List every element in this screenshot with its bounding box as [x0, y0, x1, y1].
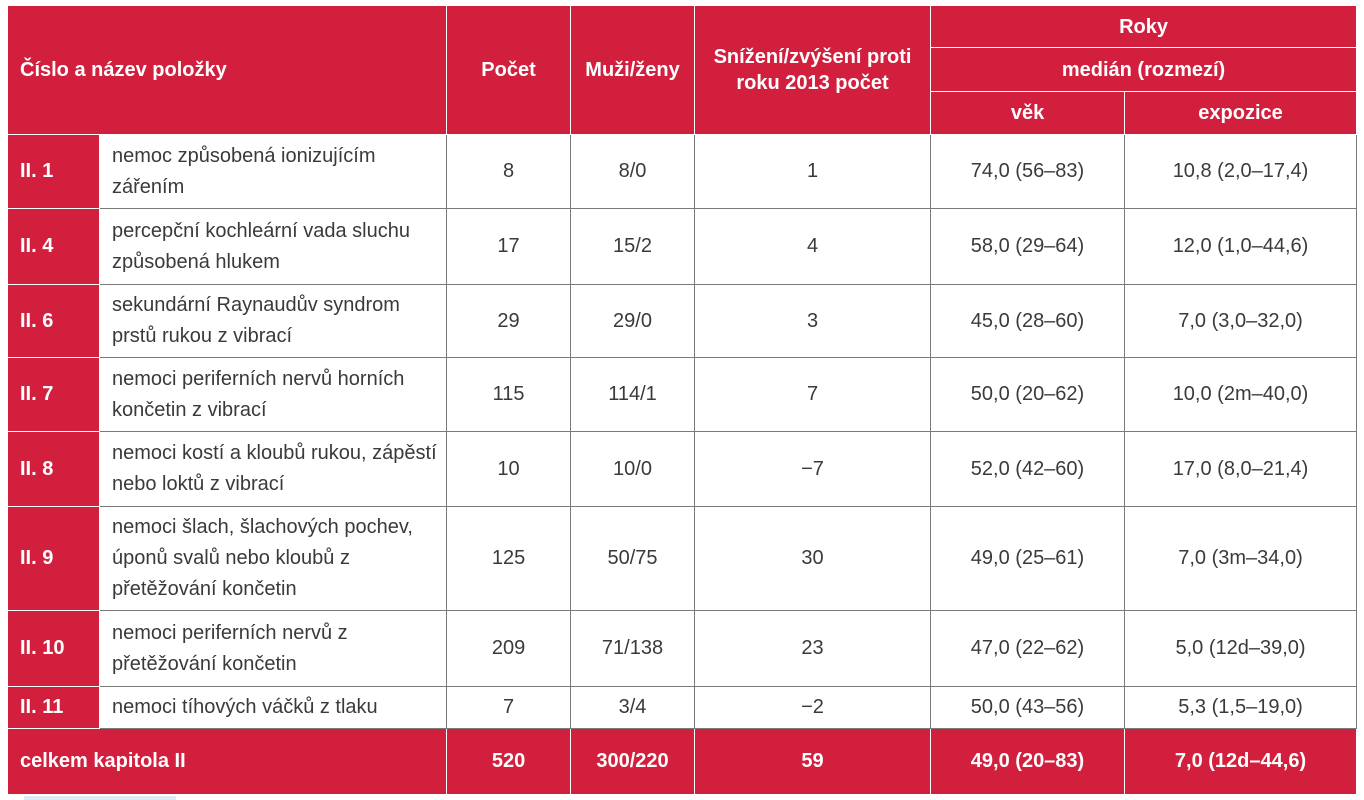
row-name: nemoci šlach, šlachových pochev, úponů svalů nebo kloubů z přetěžování končetin [100, 507, 447, 611]
header-count: Počet [447, 6, 571, 135]
table-row [8, 432, 1357, 507]
row-count: 10 [447, 432, 571, 507]
header-age: věk [931, 92, 1125, 135]
row-count: 209 [447, 611, 571, 687]
row-age: 50,0 (43–56) [931, 687, 1125, 729]
header-years: Roky [931, 6, 1357, 48]
table-row [8, 611, 1357, 687]
row-exposure: 7,0 (3m–34,0) [1125, 507, 1357, 611]
row-count: 29 [447, 285, 571, 358]
row-change: −7 [695, 432, 931, 507]
total-change: 59 [695, 729, 931, 795]
row-change: 3 [695, 285, 931, 358]
row-change: 4 [695, 209, 931, 285]
row-exposure: 17,0 (8,0–21,4) [1125, 432, 1357, 507]
row-code: II. 11 [8, 687, 100, 729]
table-header [8, 6, 1357, 135]
header-men-women: Muži/ženy [571, 6, 695, 135]
row-men-women: 15/2 [571, 209, 695, 285]
row-code: II. 6 [8, 285, 100, 358]
row-men-women: 29/0 [571, 285, 695, 358]
table-row [8, 285, 1357, 358]
row-age: 74,0 (56–83) [931, 135, 1125, 209]
row-exposure: 7,0 (3,0–32,0) [1125, 285, 1357, 358]
row-age: 58,0 (29–64) [931, 209, 1125, 285]
table-row [8, 135, 1357, 209]
row-exposure: 12,0 (1,0–44,6) [1125, 209, 1357, 285]
row-change: 23 [695, 611, 931, 687]
row-count: 115 [447, 358, 571, 432]
row-age: 52,0 (42–60) [931, 432, 1125, 507]
row-name: nemoc způsobená ionizujícím zářením [100, 135, 447, 209]
total-label: celkem kapitola II [8, 729, 447, 795]
row-code: II. 7 [8, 358, 100, 432]
row-change: 30 [695, 507, 931, 611]
row-exposure: 5,3 (1,5–19,0) [1125, 687, 1357, 729]
row-name: nemoci periferních nervů z přetěžování končetin [100, 611, 447, 687]
table-body [8, 135, 1357, 729]
row-men-women: 3/4 [571, 687, 695, 729]
row-count: 125 [447, 507, 571, 611]
row-men-women: 50/75 [571, 507, 695, 611]
row-exposure: 5,0 (12d–39,0) [1125, 611, 1357, 687]
row-men-women: 10/0 [571, 432, 695, 507]
table-footer [8, 729, 1357, 795]
row-men-women: 8/0 [571, 135, 695, 209]
row-code: II. 8 [8, 432, 100, 507]
row-name: nemoci kostí a kloubů rukou, zápěstí nebo loktů z vibrací [100, 432, 447, 507]
header-item: Číslo a název položky [8, 6, 447, 135]
total-count: 520 [447, 729, 571, 795]
table-row [8, 507, 1357, 611]
total-men-women: 300/220 [571, 729, 695, 795]
total-age: 49,0 (20–83) [931, 729, 1125, 795]
row-count: 17 [447, 209, 571, 285]
row-men-women: 71/138 [571, 611, 695, 687]
row-age: 49,0 (25–61) [931, 507, 1125, 611]
row-exposure: 10,8 (2,0–17,4) [1125, 135, 1357, 209]
header-change: Snížení/zvýšení proti roku 2013 počet [695, 6, 931, 135]
occupational-disease-table [7, 5, 1357, 795]
row-name: nemoci tíhových váčků z tlaku [100, 687, 447, 729]
row-exposure: 10,0 (2m–40,0) [1125, 358, 1357, 432]
table-row [8, 687, 1357, 729]
row-change: −2 [695, 687, 931, 729]
row-code: II. 9 [8, 507, 100, 611]
table-row [8, 358, 1357, 432]
row-code: II. 1 [8, 135, 100, 209]
row-count: 7 [447, 687, 571, 729]
header-exposure: expozice [1125, 92, 1357, 135]
row-name: sekundární Raynaudův syndrom prstů rukou z vibrací [100, 285, 447, 358]
row-name: percepční kochleární vada sluchu způsobená hlukem [100, 209, 447, 285]
caption-divider [24, 796, 176, 800]
header-median: medián (rozmezí) [931, 48, 1357, 92]
table-row [8, 209, 1357, 285]
row-change: 7 [695, 358, 931, 432]
row-change: 1 [695, 135, 931, 209]
total-row [8, 729, 1357, 795]
row-age: 45,0 (28–60) [931, 285, 1125, 358]
row-name: nemoci periferních nervů horních končetin z vibrací [100, 358, 447, 432]
row-count: 8 [447, 135, 571, 209]
row-men-women: 114/1 [571, 358, 695, 432]
total-exposure: 7,0 (12d–44,6) [1125, 729, 1357, 795]
row-age: 47,0 (22–62) [931, 611, 1125, 687]
row-code: II. 4 [8, 209, 100, 285]
row-code: II. 10 [8, 611, 100, 687]
row-age: 50,0 (20–62) [931, 358, 1125, 432]
